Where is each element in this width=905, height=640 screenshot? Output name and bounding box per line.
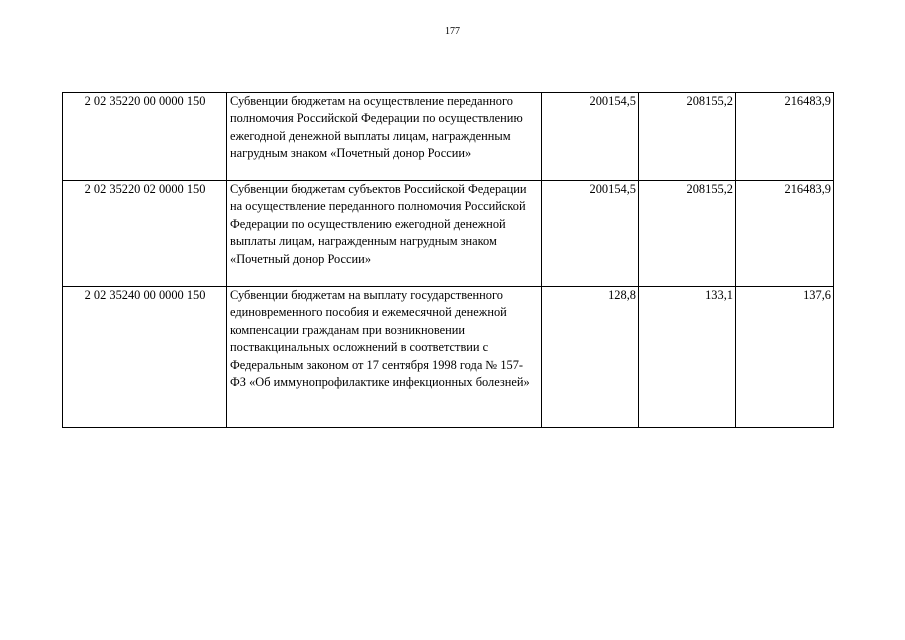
table-row [63,181,834,287]
income-name-cell: Субвенции бюджетам на выплату государственного единовременного пособия и ежемесячной денежной компенсации гражданам при возникновении поствакцинальных осложнений в соответствии с Федеральным законом от 17 сентября 1998 года № 157-ФЗ «Об иммунопрофилактике инфекционных болезней» [227,287,542,428]
budget-code-cell: 2 02 35220 02 0000 150 [63,181,227,287]
budget-code-cell: 2 02 35240 00 0000 150 [63,287,227,428]
table-row [63,287,834,428]
amount-year-3-cell: 137,6 [736,287,834,428]
budget-code-cell: 2 02 35220 00 0000 150 [63,93,227,181]
amount-year-1-cell: 200154,5 [542,93,639,181]
table-row [63,93,834,181]
budget-table [62,92,834,428]
amount-year-2-cell: 133,1 [639,287,736,428]
amount-year-3-cell: 216483,9 [736,181,834,287]
amount-year-3-cell: 216483,9 [736,93,834,181]
income-name-cell: Субвенции бюджетам субъектов Российской Федерации на осуществление переданного полномочия Российской Федерации по осуществлению ежегодной денежной выплаты лицам, награжденным нагрудным знаком «Почетный донор России» [227,181,542,287]
income-name-cell: Субвенции бюджетам на осуществление переданного полномочия Российской Федерации по осуществлению ежегодной денежной выплаты лицам, награжденным нагрудным знаком «Почетный донор России» [227,93,542,181]
amount-year-2-cell: 208155,2 [639,181,736,287]
amount-year-2-cell: 208155,2 [639,93,736,181]
page-number: 177 [445,26,460,37]
amount-year-1-cell: 128,8 [542,287,639,428]
amount-year-1-cell: 200154,5 [542,181,639,287]
